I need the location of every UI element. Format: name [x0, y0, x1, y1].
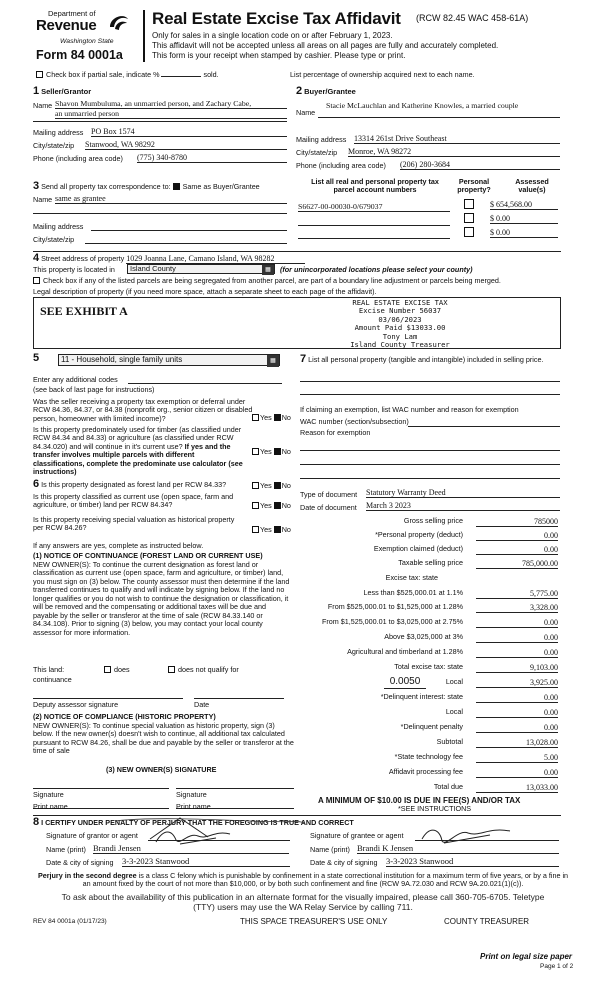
- calc-label: Agricultural and timberland at 1.28%: [347, 647, 463, 656]
- stamp-line1: REAL ESTATE EXCISE TAX: [352, 298, 448, 307]
- exemption-label: If claiming an exemption, list WAC number and reason for exemption: [300, 405, 519, 414]
- calc-tier4: [300, 633, 558, 644]
- grantee-name-value[interactable]: Brandi K Jensen: [357, 843, 559, 854]
- buyer-city-label: City/state/zip: [296, 148, 338, 157]
- owner-sig-label-1: Signature: [33, 790, 64, 799]
- calc-label: Above $3,025,000 at 3%: [384, 632, 463, 641]
- calc-value[interactable]: 785,000.00: [476, 559, 558, 569]
- calc-subtotal: [300, 738, 558, 749]
- landuse-select[interactable]: [58, 354, 280, 366]
- calc-value[interactable]: 0.00: [476, 633, 558, 643]
- doc-date-value[interactable]: March 3 2023: [366, 501, 560, 511]
- grantor-sig-label: Signature of grantor or agent: [46, 831, 138, 840]
- calc-label: Gross selling price: [403, 516, 463, 525]
- sec3-city-label: City/state/zip: [33, 235, 75, 244]
- sold-label: sold.: [203, 70, 219, 79]
- sec5-q2-yes-checkbox[interactable]: [252, 448, 259, 455]
- parcel-personal-2-checkbox[interactable]: [464, 213, 474, 223]
- calc-local: [300, 678, 558, 689]
- stamp-line5: Tony Lam: [382, 331, 418, 341]
- calc-tier2: [300, 603, 558, 614]
- sec6-q2-yes-checkbox[interactable]: [252, 502, 259, 509]
- stamp-line6: Island County Treasurer: [350, 340, 450, 350]
- does-option: [104, 666, 130, 674]
- seller-section: [33, 85, 288, 177]
- calc-value[interactable]: 0.00: [476, 708, 558, 718]
- sec5-num: 5: [33, 352, 40, 364]
- sec6-ifany: If any answers are yes, complete as instructed below.: [33, 541, 204, 550]
- see-list-label: (see back of last page for instructions): [33, 385, 155, 394]
- county-note: (for unincorporated locations please select your county): [280, 265, 473, 274]
- calc-value[interactable]: 13,028.00: [476, 738, 558, 748]
- street-label: Street address of property: [41, 254, 125, 263]
- local-rate[interactable]: 0.0050: [384, 676, 426, 689]
- ownership-note: List percentage of ownership acquired next to each name.: [290, 70, 475, 79]
- sec7-num: 7: [300, 353, 307, 365]
- seller-mail-label: Mailing address: [33, 128, 84, 137]
- same-as-buyer-checkbox[interactable]: [173, 183, 180, 190]
- calc-value[interactable]: 0.00: [476, 723, 558, 733]
- grantee-name-label: Name (print): [310, 845, 350, 854]
- sec6-q2-no-label: No: [281, 501, 291, 510]
- sec5-q2-yes-label: Yes: [260, 447, 272, 456]
- sec5-q2-note: If yes and the transfer involves multiple parcels with different classifications, complete the predominate use calculator (see instructions): [33, 441, 243, 477]
- legal-value: SEE EXHIBIT A: [40, 304, 128, 318]
- grantee-date-label: Date & city of signing: [310, 858, 378, 867]
- header-line1: Only for sales in a single location code on or after February 1, 2023.: [152, 31, 393, 40]
- does-label: does: [114, 665, 130, 674]
- doc-type-label: Type of document: [300, 490, 358, 499]
- parcel-header-accounts: List all real and personal property tax parcel account numbers: [311, 177, 439, 195]
- landuse-dropdown-icon[interactable]: ▦: [267, 355, 279, 367]
- calc-gross: [300, 517, 558, 528]
- calc-value[interactable]: 13,033.00: [476, 783, 558, 793]
- stamp-line4: Amount Paid $13033.00: [354, 323, 446, 333]
- legal-label: Legal description of property (if you need more space, attach a separate sheet to each page of the affidavit).: [33, 287, 377, 296]
- this-land-label: This land:: [33, 665, 65, 674]
- sec5-q2: [33, 426, 245, 477]
- sec5-q2-answers: [252, 448, 291, 456]
- calc-tech-fee: [300, 753, 558, 764]
- reason-label: Reason for exemption: [300, 428, 371, 437]
- sec6-q2-yes-label: Yes: [260, 501, 272, 510]
- partial-sale-row: [36, 71, 219, 79]
- seller-city-label: City/state/zip: [33, 141, 75, 150]
- calc-label: *State technology fee: [394, 752, 463, 761]
- seller-name-line: [33, 121, 287, 122]
- does-not-label: does not qualify for: [178, 665, 239, 674]
- calc-delinq-penalty: [300, 723, 558, 734]
- street-row: [33, 252, 561, 265]
- seller-title: Seller/Grantor: [41, 87, 92, 96]
- notice1-text: NEW OWNER(S): To continue the current designation as forest land or classification as current use (open space, farm and agriculture, or timber) land, you must sign on (3) below. The county assessor must then determine if the land transferred continues to qualify and will indicate by signing below. If the land no longer qualifies or you do not wish to continue the designation or classification, it will be removed and the compensating or additional taxes will be due and payable by the seller or transferor at the time of sale (RCW 84.33.140 or 84.34.108). Prior to signing (3) below, you may contact your local county assessor for more information.: [33, 560, 290, 637]
- stamp-line2: Excise Number 56037: [358, 306, 442, 316]
- seller-name-value[interactable]: Shavon Mumbuluma, an unmarried person, and Zachary Cabe,: [55, 99, 287, 109]
- parcel-account-2[interactable]: [298, 216, 450, 226]
- seller-city-value[interactable]: Stanwood, WA 98292: [85, 140, 287, 150]
- dor-dept: Department of: [48, 9, 96, 18]
- sec6-q1-yes-checkbox[interactable]: [252, 482, 259, 489]
- calc-label: Local: [445, 677, 463, 686]
- parcel-table: [296, 178, 561, 250]
- calc-label: Total excise tax: state: [394, 662, 463, 671]
- county-value: Island County: [130, 264, 176, 273]
- calc-value[interactable]: 0.00: [476, 531, 558, 541]
- deputy-label: Deputy assessor signature: [33, 700, 119, 709]
- grantor-date-value: 3-3-2023: [122, 856, 154, 866]
- legal-box[interactable]: [33, 297, 561, 349]
- sec5-q1-yes-label: Yes: [260, 413, 272, 422]
- accessibility-line1: To ask about the availability of this publication in an alternate format for the visually impaired, please call 360-705-6705. Teletype: [61, 892, 545, 902]
- wac-field[interactable]: [408, 426, 560, 427]
- county-dropdown-icon[interactable]: ▦: [262, 265, 274, 275]
- grantor-city-value: Stanwood: [155, 856, 190, 866]
- sec6-q2-answers: [252, 502, 291, 510]
- owner-sig-label-2: Signature: [176, 790, 207, 799]
- accessibility-line2: (TTY) users may use the WA Relay Service by calling 711.: [193, 902, 413, 913]
- calc-label: Taxable selling price: [398, 558, 463, 567]
- sec6-q1-answers: [252, 482, 291, 490]
- calc-exemption: [300, 545, 558, 556]
- doc-type-value[interactable]: Statutory Warranty Deed: [366, 488, 560, 498]
- dor-brand: Revenue: [36, 17, 97, 34]
- sec7-label: List all personal property (tangible and intangible) included in selling price.: [308, 355, 544, 364]
- continuance-label: continuance: [33, 675, 72, 684]
- additional-codes-label: Enter any additional codes: [33, 375, 118, 384]
- treasurer-stamp: [330, 299, 470, 350]
- sec6-q3: Is this property receiving special valuation as historical property per RCW 84.26?: [33, 515, 235, 533]
- buyer-phone-label: Phone (including area code): [296, 161, 386, 170]
- calc-delinq-interest-state: [300, 693, 558, 704]
- doc-date-label: Date of document: [300, 503, 357, 512]
- calc-value[interactable]: 9,103.00: [476, 663, 558, 673]
- deputy-date-label: Date: [194, 700, 210, 709]
- sec5-q1: Was the seller receiving a property tax exemption or deferral under RCW 84.36, 84.37, or 84.38 (nonprofit org., senior citizen or disabled person, homeowner with limited income)?: [33, 397, 253, 423]
- calc-label: Excise tax: state: [385, 573, 438, 582]
- form-rcw: (RCW 82.45 WAC 458-61A): [416, 13, 529, 23]
- calc-value[interactable]: 5,775.00: [476, 589, 558, 599]
- notice1-title: (1) NOTICE OF CONTINUANCE (FOREST LAND OR CURRENT USE): [33, 551, 263, 560]
- calc-value[interactable]: 3,925.00: [476, 678, 558, 688]
- parcel-account-1[interactable]: S6627-00-00030-0/679037: [298, 202, 450, 212]
- parcel-value-2[interactable]: $ 0.00: [490, 214, 558, 224]
- calc-agricultural: [300, 648, 558, 659]
- see-instructions: *SEE INSTRUCTIONS: [398, 804, 472, 813]
- parcel-account-3[interactable]: [298, 229, 450, 239]
- notice2-text: NEW OWNER(S): To continue special valuation as historic property, sign (3) below. If the new owner(s) doesn't wish to continue, all additional tax calculated pursuant to RCW 84.26, shall be due and payable by the seller or transferor at the time of sale: [33, 721, 294, 756]
- buyer-mail-label: Mailing address: [296, 135, 347, 144]
- sec6-q1-no-label: No: [281, 481, 291, 490]
- calc-value[interactable]: 0.00: [476, 693, 558, 703]
- sec5-q1-yes-checkbox[interactable]: [252, 414, 259, 421]
- sec3-name-value[interactable]: same as grantee: [55, 194, 287, 204]
- sec3-city-line[interactable]: [85, 243, 287, 244]
- sec6-q3-no-label: No: [281, 525, 291, 534]
- sec3-name-line2: [33, 213, 287, 214]
- calc-value[interactable]: 0.00: [476, 768, 558, 778]
- grantee-date-value: 3-3-2023: [386, 856, 418, 866]
- sec5-q1-no-label: No: [281, 413, 291, 422]
- form-title: Real Estate Excise Tax Affidavit: [152, 9, 401, 28]
- sec6-q3-answers: [252, 526, 291, 534]
- sec3-mail-line[interactable]: [91, 230, 287, 231]
- calc-delinq-interest-local: [300, 708, 558, 719]
- grantor-name-label: Name (print): [46, 845, 86, 854]
- calc-value[interactable]: 785000: [476, 517, 558, 527]
- deputy-date-line[interactable]: [194, 698, 284, 699]
- buyer-name-value[interactable]: Stacie McLauchlan and Katherine Knowles, a married couple: [326, 101, 519, 110]
- header-divider: [143, 10, 145, 62]
- parcel-personal-3-checkbox[interactable]: [464, 227, 474, 237]
- calc-label: From $525,000.01 to $1,525,000 at 1.28%: [327, 602, 463, 611]
- reason-line3[interactable]: [300, 478, 560, 479]
- personal-property-line1[interactable]: [300, 381, 560, 382]
- reason-line1[interactable]: [300, 450, 560, 451]
- sec5-q2-no-label: No: [281, 447, 291, 456]
- calc-value[interactable]: 0.00: [476, 545, 558, 555]
- seller-phone-value[interactable]: (775) 340-8780: [137, 153, 287, 163]
- personal-property-line2[interactable]: [300, 394, 560, 395]
- accessibility-note: [33, 892, 573, 912]
- seller-phone-label: Phone (including area code): [33, 154, 123, 163]
- calc-taxable: [300, 559, 558, 570]
- sec8-num: 8: [33, 816, 40, 828]
- buyer-name-label: Name: [296, 108, 316, 117]
- parcel-header-personal: Personal property?: [457, 177, 491, 195]
- grantor-name-value[interactable]: Brandi Jensen: [93, 843, 289, 854]
- partial-sale-percent[interactable]: [161, 76, 201, 77]
- located-label: This property is located in: [33, 265, 115, 274]
- does-not-option: [168, 666, 239, 674]
- does-not-checkbox[interactable]: [168, 666, 175, 673]
- calc-label: *Delinquent penalty: [400, 722, 463, 731]
- revenue-swoosh-icon: [106, 13, 130, 35]
- same-as-buyer-label: Same as Buyer/Grantee: [182, 182, 260, 191]
- calc-value[interactable]: 0.00: [476, 618, 558, 628]
- boundary-label: Check box if any of the listed parcels are being segregated from another parcel, are part of a boundary line adjustment or parcels being merged.: [43, 276, 501, 285]
- additional-codes-field[interactable]: [128, 383, 282, 384]
- header-line2: This affidavit will not be accepted unless all areas on all pages are fully and accurately completed.: [152, 41, 499, 50]
- county-select[interactable]: [127, 264, 275, 274]
- deputy-signature-line[interactable]: [33, 698, 183, 699]
- calc-personal: [300, 531, 558, 542]
- sec7-header: [300, 353, 560, 366]
- buyer-num: 2: [296, 85, 303, 97]
- calc-label: Local: [445, 707, 463, 716]
- header-line3: This form is your receipt when stamped by cashier. Please type or print.: [152, 51, 406, 60]
- minimum-due: A MINIMUM OF $10.00 IS DUE IN FEE(S) AND/OR TAX: [318, 796, 521, 805]
- calc-tier1: [300, 589, 558, 600]
- sec6-q2: Is this property classified as current use (open space, farm and agriculture, or timber) land per RCW 84.34?: [33, 492, 234, 510]
- parcel-value-1[interactable]: $ 654,568.00: [490, 200, 558, 210]
- calc-label: *Personal property (deduct): [375, 530, 463, 539]
- dor-state: Washington State: [60, 38, 114, 45]
- grantor-date-city[interactable]: [122, 856, 290, 867]
- county-treasurer: COUNTY TREASURER: [444, 917, 530, 926]
- calc-label: Subtotal: [436, 737, 463, 746]
- boundary-checkbox[interactable]: [33, 277, 40, 284]
- boundary-row: [33, 277, 563, 285]
- grantor-date-label: Date & city of signing: [46, 858, 114, 867]
- grantee-city-value: Stanwood: [419, 856, 454, 866]
- grantee-sig-label: Signature of grantee or agent: [310, 831, 404, 840]
- sec5-q1-no-checkbox[interactable]: [274, 414, 281, 421]
- buyer-mail-value[interactable]: 13314 261st Drive Southeast: [354, 134, 560, 144]
- calc-total-state: [300, 663, 558, 674]
- calc-label: *Delinquent interest: state: [380, 692, 463, 701]
- seller-mail-value[interactable]: PO Box 1574: [91, 127, 287, 137]
- partial-sale-label: Check box if partial sale, indicate %: [46, 70, 160, 79]
- sec6-q1-no-checkbox[interactable]: [274, 482, 281, 489]
- seller-name-label: Name: [33, 101, 53, 110]
- treasurer-only: THIS SPACE TREASURER'S USE ONLY: [240, 917, 388, 926]
- stamp-line3: 03/06/2023: [378, 314, 422, 324]
- correspondence-section: [33, 180, 288, 248]
- calc-tier3: [300, 618, 558, 629]
- perjury-note: [33, 872, 573, 889]
- seller-name-value2[interactable]: an unmarried person: [55, 109, 287, 119]
- does-checkbox[interactable]: [104, 666, 111, 673]
- sec6-q2-no-checkbox[interactable]: [274, 502, 281, 509]
- partial-sale-checkbox[interactable]: [36, 71, 43, 78]
- street-value[interactable]: 1029 Joanna Lane, Camano Island, WA 98282: [126, 254, 304, 264]
- buyer-phone-value[interactable]: (206) 280-3684: [400, 160, 560, 170]
- parcel-value-3[interactable]: $ 0.00: [490, 228, 558, 238]
- sec5-q1-answers: [252, 414, 291, 422]
- buyer-city-value[interactable]: Monroe, WA 98272: [348, 147, 560, 157]
- notice3-title: (3) NEW OWNER(S) SIGNATURE: [106, 765, 217, 774]
- owner-sig-line-1[interactable]: [33, 788, 169, 789]
- calc-affidavit-fee: [300, 768, 558, 779]
- perjury-text: is a class C felony which is punishable by confinement in a state correctional institution for a maximum term of five years, or by a fine in an amount fixed by the court of not more than $10,000, or by both such confinement and fine (RCW 9A.72.030 and RCW 9A.20.021(1)(c)).: [82, 871, 569, 889]
- parcel-personal-1-checkbox[interactable]: [464, 199, 474, 209]
- owner-print-label-2: Print name: [176, 802, 211, 811]
- wac-label: WAC number (section/subsection): [300, 417, 409, 426]
- sec6-q1-yes-label: Yes: [260, 481, 272, 490]
- calc-excise-state-heading: [300, 574, 558, 585]
- calc-label: Less than $525,000.01 at 1.1%: [363, 588, 463, 597]
- rev-number: REV 84 0001a (01/17/23): [33, 918, 107, 925]
- calc-value[interactable]: 3,328.00: [476, 603, 558, 613]
- page-number: Page 1 of 2: [540, 963, 574, 970]
- sec6-num: 6: [33, 478, 40, 490]
- sec5-q2-text: Is this property predominately used for timber (as classified under RCW 84.34 and 84.33) or agriculture (as classified under RCW 84.34.020) and will continue in it's current use?: [33, 425, 242, 451]
- parcel-header-assessed: Assessed value(s): [515, 177, 549, 195]
- grantee-date-city[interactable]: [386, 856, 559, 867]
- owner-print-label-1: Print name: [33, 802, 68, 811]
- print-legal: Print on legal size paper: [480, 952, 573, 961]
- buyer-name-line: [318, 117, 560, 118]
- seller-num: 1: [33, 85, 40, 97]
- reason-line2[interactable]: [300, 464, 560, 465]
- sec3-label: Send all property tax correspondence to:: [41, 182, 171, 191]
- owner-sig-line-2[interactable]: [176, 788, 294, 789]
- sec5-q2-no-checkbox[interactable]: [274, 448, 281, 455]
- dor-logo: [36, 10, 136, 44]
- calc-label: Total due: [433, 782, 463, 791]
- sec4-num: 4: [33, 252, 40, 264]
- notice2-title: (2) NOTICE OF COMPLIANCE (HISTORIC PROPERTY): [33, 712, 216, 721]
- certify-text: I CERTIFY UNDER PENALTY OF PERJURY THAT THE FOREGOING IS TRUE AND CORRECT: [41, 818, 354, 827]
- sec6-q3-yes-label: Yes: [260, 525, 272, 534]
- form-number: Form 84 0001a: [36, 48, 123, 62]
- sec6-q3-no-checkbox[interactable]: [274, 526, 281, 533]
- calc-label: Exemption claimed (deduct): [373, 544, 463, 553]
- calc-value[interactable]: 0.00: [476, 648, 558, 658]
- calc-value[interactable]: 5.00: [476, 753, 558, 763]
- sec3-name-label: Name: [33, 195, 53, 204]
- calc-label: Affidavit processing fee: [388, 767, 463, 776]
- sec6-q3-yes-checkbox[interactable]: [252, 526, 259, 533]
- buyer-title: Buyer/Grantee: [304, 87, 356, 96]
- calc-label: From $1,525,000.01 to $3,025,000 at 2.75%: [321, 617, 463, 626]
- calc-total-due: [300, 783, 558, 794]
- sec3-mail-label: Mailing address: [33, 222, 84, 231]
- landuse-value: 11 - Household, single family units: [61, 355, 183, 364]
- perjury-bold: Perjury in the second degree: [37, 871, 137, 880]
- sec6-q1: Is this property designated as forest land per RCW 84.33?: [41, 480, 227, 489]
- sec3-num: 3: [33, 180, 40, 192]
- buyer-section: [296, 85, 561, 177]
